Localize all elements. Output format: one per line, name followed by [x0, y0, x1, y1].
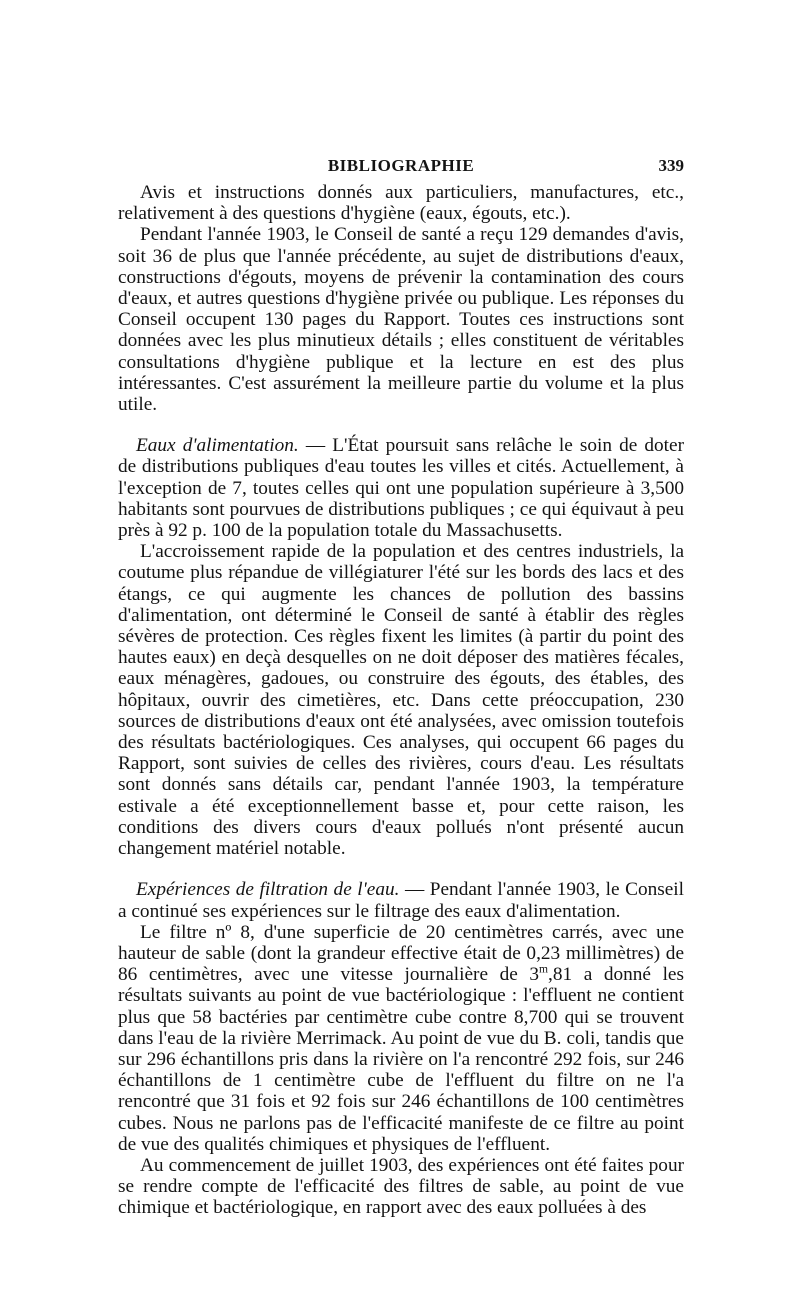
- section-filtration: [118, 879, 684, 921]
- paragraph-filtration: — Pendant l'année 1903, le Conseil a continué ses expériences sur le filtrage des eaux d'alimentation.: [118, 879, 684, 922]
- page-number: 339: [658, 156, 684, 175]
- metre-superscript: m: [539, 962, 549, 976]
- section-heading-eaux: Eaux d'alimentation.: [136, 435, 299, 457]
- paragraph-juillet-1903: Au commencement de juillet 1903, des expériences ont été faites pour se rendre compte de l'efficacité des filtres de sable, au point de vue chimique et bactériologique, en rapport avec des eaux polluées à des: [118, 1154, 684, 1219]
- paragraph-filtre-8-part-a: Le filtre nº 8, d'une superficie de 20 centimètres carrés, avec une hauteur de sable (dont la grandeur effective était de 0,23 millimètres) de 86 centimètres, avec une vitesse journalière de 3: [118, 921, 684, 986]
- paragraph-filtre-8: [118, 922, 684, 1155]
- paragraph-accroissement: L'accroissement rapide de la population et des centres industriels, la coutume plus répandue de villégiaturer l'été sur les bords des lacs et des étangs, ce qui augmente les chances de pollution des bassins d'alimentation, ont déterminé le Conseil de santé à établir des règles sévères de protection. Ces règles fixent les limites (à partir du point des hautes eaux) en deçà desquelles on ne doit déposer des matières fécales, eaux ménagères, gadoues, ou construire des égouts, des étables, des hôpitaux, ouvrir des cimetières, etc. Dans cette préoccupation, 230 sources de distributions d'eaux ont été analysées, avec omission toutefois des résultats bactériologiques. Ces analyses, qui occupent 66 pages du Rapport, sont suivies de celles des rivières, cours d'eau. Les résultats sont donnés sans détails car, pendant l'année 1903, la température estivale a été exceptionnellement basse et, pour cette raison, les conditions des divers cours d'eaux pollués n'ont présenté aucun changement matériel notable.: [118, 541, 684, 860]
- paragraph-conseil-sante: Pendant l'année 1903, le Conseil de santé a reçu 129 demandes d'avis, soit 36 de plus que l'année précédente, au sujet de distributions d'eaux, constructions d'égouts, moyens de prévenir la contamination des cours d'eaux, et autres questions d'hygiène privée ou publique. Les réponses du Conseil occupent 130 pages du Rapport. Toutes ces instructions sont données avec les plus minutieux détails ; elles constituent de véritables consultations d'hygiène publique et la lecture en est des plus intéressantes. C'est assurément la meilleure partie du volume et la plus utile.: [118, 224, 684, 416]
- paragraph-avis: Avis et instructions donnés aux particuliers, manufactures, etc., relativement à des questions d'hygiène (eaux, égouts, etc.).: [118, 182, 684, 225]
- paragraph-eaux-alimentation: — L'État poursuit sans relâche le soin de doter de distributions publiques d'eau toutes les villes et cités. Actuellement, à l'exception de 7, toutes celles qui ont une population supérieure à 3,500 habitants sont pourvues de distributions publiques ; ce qui équivaut à peu près à 92 p. 100 de la population totale du Massachusetts.: [118, 435, 684, 542]
- body-text: [118, 182, 684, 1219]
- section-heading-filtration: Expériences de filtration de l'eau.: [136, 879, 400, 901]
- section-eaux-alimentation: [118, 435, 684, 541]
- running-head: [118, 156, 684, 180]
- paragraph-filtre-8-part-b: ,81 a donné les résultats suivants au point de vue bactériologique : l'effluent ne contient plus que 58 bactéries par centimètre cube contre 8,700 qui se trouvent dans l'eau de la rivière Merrimack. Au point de vue du B. coli, tandis que sur 296 échantillons pris dans la rivière on l'a rencontré 292 fois, sur 246 échantillons de 1 centimètre cube de l'effluent du filtre on ne l'a rencontré que 31 fois et 92 fois sur 246 échantillons de 100 centimètres cubes. Nous ne parlons pas de l'efficacité manifeste de ce filtre au point de vue des qualités chimiques et physiques de l'effluent.: [118, 964, 684, 1155]
- running-title: BIBLIOGRAPHIE: [327, 156, 475, 175]
